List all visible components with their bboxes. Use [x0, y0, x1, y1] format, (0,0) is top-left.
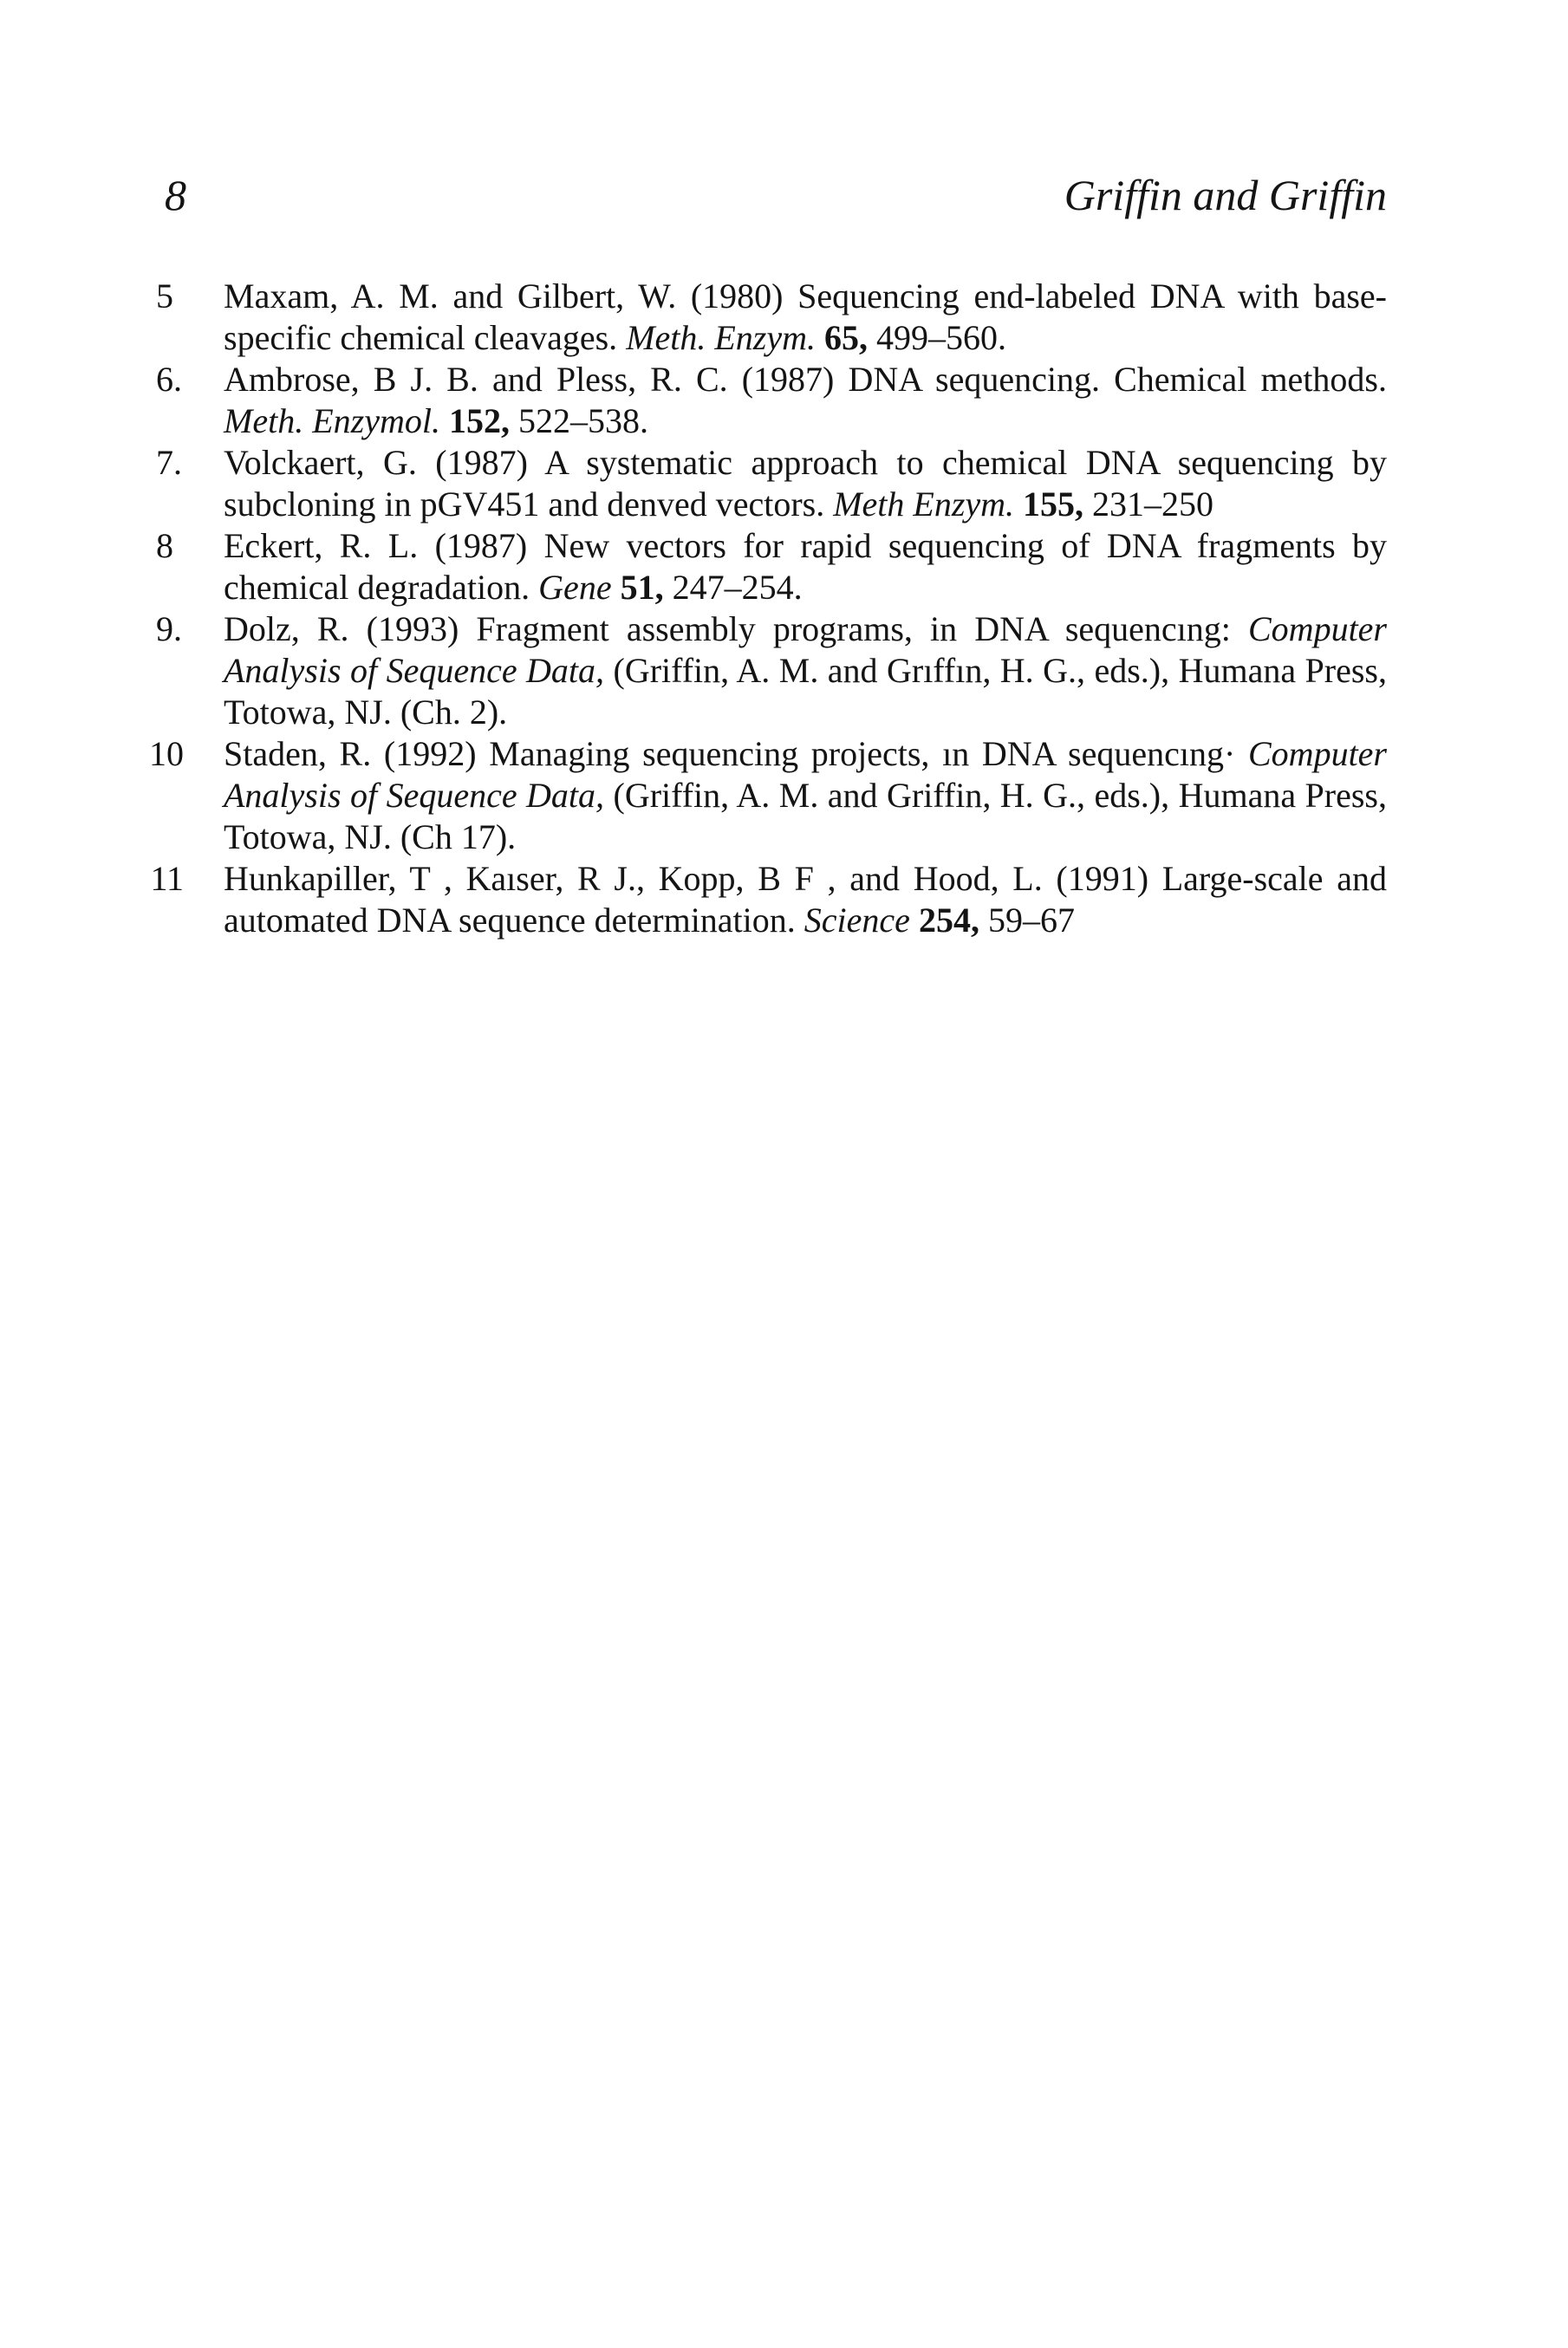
reference-item: [139, 858, 1387, 941]
reference-number: 8: [156, 526, 173, 565]
book-title: Computer Analysis of Sequence Data,: [224, 734, 1387, 815]
journal-title: Meth. Enzymol.: [224, 401, 440, 440]
page-number: 8: [165, 171, 186, 219]
reference-number: 7.: [156, 443, 182, 482]
reference-citation: Staden, R. (1992) Managing sequencing projects, ın DNA sequencıng·: [224, 734, 1248, 773]
reference-citation: Dolz, R. (1993) Fragment assembly programs, in DNA sequencıng:: [224, 609, 1248, 648]
reference-text: [224, 608, 1387, 733]
reference-number: 6.: [156, 360, 182, 399]
reference-item: [139, 276, 1387, 359]
reference-item: [139, 733, 1387, 858]
reference-number: 11: [150, 859, 184, 898]
reference-citation: Eckert, R. L. (1987) New vectors for rapid sequencing of DNA fragments by chemical degradation.: [224, 526, 1387, 607]
reference-text: [224, 733, 1387, 858]
journal-title: Science: [804, 901, 910, 940]
reference-text: [224, 858, 1387, 941]
reference-item: [139, 608, 1387, 733]
reference-item: [139, 442, 1387, 525]
reference-number: 5: [156, 276, 173, 315]
book-title: Computer Analysis of Sequence Data,: [224, 609, 1387, 690]
reference-citation: Ambrose, B J. B. and Pless, R. C. (1987) DNA sequencing. Chemical methods.: [224, 360, 1387, 399]
page-range: 499–560.: [868, 318, 1007, 357]
reference-text: [224, 276, 1387, 359]
reference-text: [224, 359, 1387, 442]
page-range: 231–250: [1083, 485, 1214, 524]
page-range: 247–254.: [663, 568, 803, 607]
reference-text: [224, 442, 1387, 525]
volume-number: 254,: [918, 901, 979, 940]
reference-text: [224, 525, 1387, 608]
page-range: 522–538.: [509, 401, 648, 440]
reference-item: [139, 525, 1387, 608]
journal-title: Meth. Enzym.: [626, 318, 817, 357]
volume-number: 155,: [1023, 485, 1084, 524]
volume-number: 65,: [824, 318, 869, 357]
reference-number: 9.: [156, 609, 182, 648]
running-head: [165, 169, 1387, 221]
running-title: Griffin and Griffin: [1064, 171, 1387, 219]
journal-title: Gene: [538, 568, 612, 607]
publisher-info: (Griffin, A. M. and Grıffın, H. G., eds.), Humana Press, Totowa, NJ. (Ch. 2).: [224, 651, 1387, 732]
reference-citation: Hunkapiller, T , Kaıser, R J., Kopp, B F , and Hood, L. (1991) Large-scale and automated DNA sequence determination.: [224, 859, 1387, 940]
page-range: 59–67: [979, 901, 1075, 940]
publisher-info: (Griffin, A. M. and Griffin, H. G., eds.), Humana Press, Totowa, NJ. (Ch 17).: [224, 776, 1387, 856]
reference-citation: Volckaert, G. (1987) A systematic approach to chemical DNA sequencing by subcloning in pGV451 and denved vectors.: [224, 443, 1387, 524]
reference-number: 10: [149, 734, 184, 773]
reference-list: [139, 276, 1387, 941]
volume-number: 51,: [620, 568, 664, 607]
reference-citation: Maxam, A. M. and Gilbert, W. (1980) Sequencing end-labeled DNA with base-specific chemical cleavages.: [224, 276, 1387, 357]
volume-number: 152,: [448, 401, 510, 440]
journal-title: Meth Enzym.: [833, 485, 1015, 524]
reference-item: [139, 359, 1387, 442]
